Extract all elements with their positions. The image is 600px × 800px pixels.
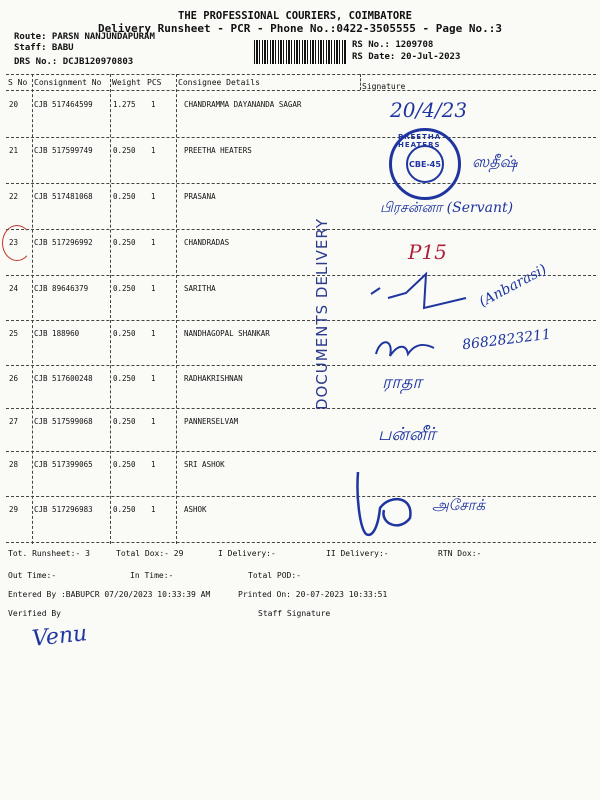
row-pcs: 1: [151, 505, 156, 514]
row-weight: 0.250: [113, 146, 136, 155]
rtn-dox: RTN Dox:-: [438, 549, 482, 558]
row-sno: 29: [9, 505, 19, 514]
preetha-heaters-stamp: [389, 128, 461, 200]
row-pcs: 1: [151, 146, 156, 155]
rs-number: RS No.: 1209708: [352, 40, 434, 50]
i-delivery: I Delivery:-: [218, 549, 276, 558]
row-consignee: PREETHA HEATERS: [184, 146, 252, 155]
signature-row-22: பிரசன்னா (Servant): [380, 200, 514, 216]
route-label: Route: PARSN NANJUNDAPURAM: [14, 32, 155, 42]
row-consignment: CJB 517481068: [34, 192, 93, 201]
row-sno: 28: [9, 460, 19, 469]
printed-on: Printed On: 20-07-2023 10:33:51: [238, 590, 388, 599]
row-sno: 23: [9, 238, 19, 247]
signature-row-25-scribble: [372, 334, 442, 364]
col-header-consignment: Consignment No: [34, 78, 102, 87]
row-pcs: 1: [151, 284, 156, 293]
row-23-mark-circle: [2, 225, 32, 261]
row-sno: 26: [9, 374, 19, 383]
signature-row-24: (Anbarasi): [476, 261, 550, 311]
row-consignment: CJB 517464599: [34, 100, 93, 109]
row-weight: 1.275: [113, 100, 136, 109]
row-weight: 0.250: [113, 329, 136, 338]
signature-row-25-phone: 8682823211: [461, 326, 552, 354]
stamp-center: CBE-45: [406, 145, 444, 183]
row-consignee: PRASANA: [184, 192, 216, 201]
staff-label: Staff: BABU: [14, 43, 74, 53]
table-row: [6, 92, 596, 138]
signature-row-21: ஸதீஷ்: [472, 152, 518, 171]
row-pcs: 1: [151, 460, 156, 469]
row-weight: 0.250: [113, 417, 136, 426]
row-weight: 0.250: [113, 284, 136, 293]
total-dox: Total Dox:- 29: [116, 549, 184, 558]
row-consignee: CHANDRADAS: [184, 238, 230, 247]
table-top-rule: [6, 74, 596, 75]
table-row: [6, 497, 596, 543]
col-header-pcs: PCS: [147, 78, 162, 87]
ii-delivery: II Delivery:-: [326, 549, 389, 558]
row-sno: 20: [9, 100, 19, 109]
col-header-signature: Signature: [362, 82, 406, 91]
row-consignment: CJB 517600248: [34, 374, 93, 383]
col-rule-4: [360, 74, 361, 90]
signature-row-23: P15: [408, 240, 447, 264]
row-consignee: SARITHA: [184, 284, 216, 293]
row-consignment: CJB 517399065: [34, 460, 93, 469]
row-sno: 24: [9, 284, 19, 293]
row-weight: 0.250: [113, 374, 136, 383]
row-consignment: CJB 188960: [34, 329, 80, 338]
row-weight: 0.250: [113, 505, 136, 514]
row-sno: 21: [9, 146, 19, 155]
row-weight: 0.250: [113, 460, 136, 469]
row-pcs: 1: [151, 417, 156, 426]
row-weight: 0.250: [113, 238, 136, 247]
signature-row-24-scribble: [366, 268, 476, 318]
row-sno: 22: [9, 192, 19, 201]
signature-row-27: பன்னீர்: [378, 424, 436, 445]
verified-by-signature: Venu: [30, 621, 89, 652]
col-header-weight: Weight: [112, 78, 141, 87]
rs-date: RS Date: 20-Jul-2023: [352, 52, 461, 62]
row-consignee: PANNERSELVAM: [184, 417, 239, 426]
table-header-rule: [6, 90, 596, 91]
row-pcs: 1: [151, 100, 156, 109]
staff-signature-label: Staff Signature: [258, 609, 331, 618]
row-consignee: ASHOK: [184, 505, 207, 514]
row-consignment: CJB 89646379: [34, 284, 89, 293]
table-bottom-rule: [6, 542, 596, 543]
row-pcs: 1: [151, 238, 156, 247]
row-sno: 25: [9, 329, 19, 338]
stamp-ring-text: PREETHA HEATERS: [398, 133, 442, 149]
col-header-consignee: Consignee Details: [178, 78, 260, 87]
row-consignee: RADHAKRISHNAN: [184, 374, 243, 383]
row-pcs: 1: [151, 192, 156, 201]
row-consignment: CJB 517599749: [34, 146, 93, 155]
total-pod: Total POD:-: [248, 571, 301, 580]
row-pcs: 1: [151, 329, 156, 338]
table-row: [6, 230, 596, 276]
entered-by: Entered By :BABUPCR 07/20/2023 10:33:39 AM: [8, 590, 211, 599]
total-runsheet: Tot. Runsheet:- 3: [8, 549, 90, 558]
row-consignee: CHANDRAMMA DAYANANDA SAGAR: [184, 100, 302, 109]
table-row: [6, 366, 596, 412]
row-sno: 27: [9, 417, 19, 426]
row-consignment: CJB 517296992: [34, 238, 93, 247]
signature-row-20: 20/4/23: [390, 98, 468, 122]
row-consignee: SRI ASHOK: [184, 460, 225, 469]
barcode: [254, 40, 346, 64]
runsheet-subtitle: Delivery Runsheet - PCR - Phone No.:0422-3505555 - Page No.:3: [98, 22, 502, 35]
out-time: Out Time:-: [8, 571, 57, 580]
company-title: THE PROFESSIONAL COURIERS, COIMBATORE: [178, 10, 412, 22]
row-pcs: 1: [151, 374, 156, 383]
table-row: [6, 452, 596, 498]
signature-row-29-scribble: [350, 468, 420, 540]
row-consignment: CJB 517599068: [34, 417, 93, 426]
documents-delivery-stamp: DOCUMENTS DELIVERY: [313, 217, 331, 411]
verified-by-label: Verified By: [8, 609, 61, 618]
row-consignee: NANDHAGOPAL SHANKAR: [184, 329, 270, 338]
in-time: In Time:-: [130, 571, 174, 580]
signature-row-26: ராதா: [382, 372, 422, 393]
drs-number: DRS No.: DCJB120970803: [14, 57, 134, 67]
col-header-sno: S No: [8, 78, 28, 87]
row-consignment: CJB 517296983: [34, 505, 93, 514]
table-row: [6, 409, 596, 455]
row-weight: 0.250: [113, 192, 136, 201]
signature-row-29: அசோக்: [432, 496, 486, 514]
